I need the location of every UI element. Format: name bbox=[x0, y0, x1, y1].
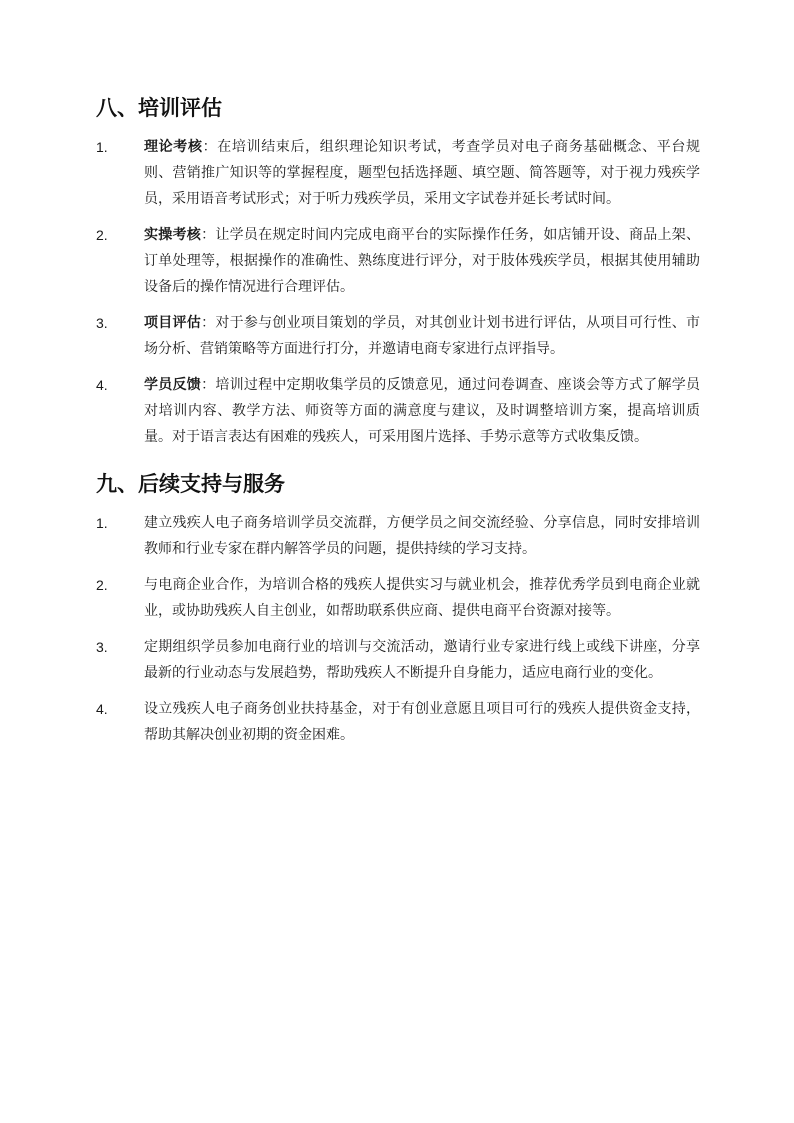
item-text: 设立残疾人电子商务创业扶持基金，对于有创业意愿且项目可行的残疾人提供资金支持，帮助其解决创业初期的资金困难。 bbox=[144, 701, 700, 743]
list-item bbox=[96, 634, 700, 686]
item-text: 定期组织学员参加电商行业的培训与交流活动，邀请行业专家进行线上或线下讲座，分享最新的行业动态与发展趋势，帮助残疾人不断提升自身能力，适应电商行业的变化。 bbox=[144, 639, 700, 681]
item-text: 与电商企业合作，为培训合格的残疾人提供实习与就业机会，推荐优秀学员到电商企业就业，或协助残疾人自主创业，如帮助联系供应商、提供电商平台资源对接等。 bbox=[144, 577, 700, 619]
list-item bbox=[96, 372, 700, 450]
list-number: 4. bbox=[96, 701, 108, 717]
list-number: 2. bbox=[96, 577, 108, 593]
list-number: 1. bbox=[96, 139, 108, 155]
support-list bbox=[96, 510, 700, 748]
list-number: 3. bbox=[96, 315, 108, 331]
section-title: 八、培训评估 bbox=[96, 96, 222, 120]
list-item bbox=[96, 572, 700, 624]
list-item bbox=[96, 510, 700, 562]
item-text: ：让学员在规定时间内完成电商平台的实际操作任务，如店铺开设、商品上架、订单处理等，根据操作的准确性、熟练度进行评分，对于肢体残疾学员，根据其使用辅助设备后的操作情况进行合理评估。 bbox=[144, 227, 701, 295]
list-item bbox=[96, 222, 700, 300]
list-item bbox=[96, 696, 700, 748]
section-training-evaluation bbox=[96, 92, 700, 450]
item-text: ：培训过程中定期收集学员的反馈意见，通过问卷调查、座谈会等方式了解学员对培训内容、教学方法、师资等方面的满意度与建议，及时调整培训方案，提高培训质量。对于语言表达有困难的残疾人，可采用图片选择、手势示意等方式收集反馈。 bbox=[144, 377, 701, 445]
item-term: 项目评估 bbox=[144, 315, 202, 331]
list-number: 2. bbox=[96, 227, 108, 243]
item-text: 建立残疾人电子商务培训学员交流群，方便学员之间交流经验、分享信息，同时安排培训教师和行业专家在群内解答学员的问题，提供持续的学习支持。 bbox=[144, 515, 700, 557]
list-item bbox=[96, 310, 700, 362]
section-title: 九、后续支持与服务 bbox=[96, 472, 285, 496]
list-number: 3. bbox=[96, 639, 108, 655]
document-page bbox=[96, 92, 700, 758]
item-term: 学员反馈 bbox=[144, 377, 202, 393]
section-follow-up-support bbox=[96, 468, 700, 748]
list-number: 4. bbox=[96, 377, 108, 393]
item-term: 理论考核 bbox=[144, 139, 203, 155]
list-number: 1. bbox=[96, 515, 108, 531]
item-term: 实操考核 bbox=[144, 227, 202, 243]
item-text: ：对于参与创业项目策划的学员，对其创业计划书进行评估，从项目可行性、市场分析、营销策略等方面进行打分，并邀请电商专家进行点评指导。 bbox=[144, 315, 701, 357]
list-item bbox=[96, 134, 700, 212]
evaluation-list bbox=[96, 134, 700, 450]
item-text: ：在培训结束后，组织理论知识考试，考查学员对电子商务基础概念、平台规则、营销推广知识等的掌握程度，题型包括选择题、填空题、简答题等，对于视力残疾学员，采用语音考试形式；对于听力残疾学员，采用文字试卷并延长考试时间。 bbox=[144, 139, 701, 207]
